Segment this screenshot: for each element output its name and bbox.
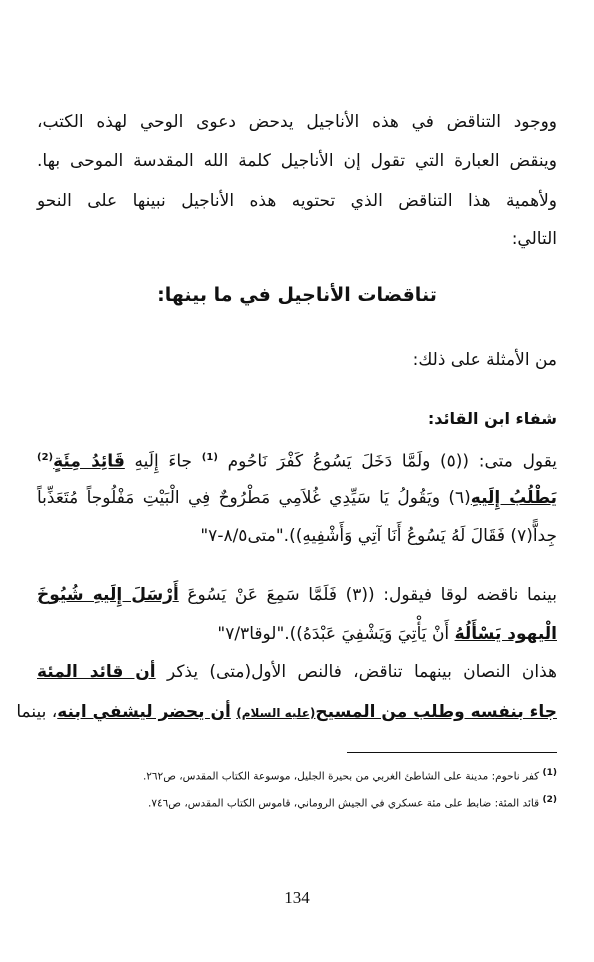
luke-passage-line (37, 622, 557, 646)
matthew-passage-line: جِداًّ(٧) فَقَالَ لَهُ يَسُوعُ أَنَا آتِي وَأَشْفِيهِ))."متى٨/٥-٧" (200, 526, 557, 546)
subsection-title: شفاء ابن القائد: (427, 409, 557, 428)
passage-text: بينما ناقضه لوقا فيقول: ((٣) فَلَمَّا سَمِعَ عَنْ يَسُوعَ (187, 585, 558, 605)
honorific: (عليه السلام) (236, 706, 316, 720)
highlighted-phrase: أن يحضر ليشفي ابنه (57, 702, 231, 722)
footnote-divider (347, 752, 557, 753)
highlighted-phrase: أَرْسَلَ إِلَيهِ شُيُوخَ (37, 585, 179, 605)
paragraph-line: ولأهمية هذا التناقض الذي تحتويه هذه الأناجيل نبينها على النحو (37, 191, 557, 211)
section-title: تناقضات الأناجيل في ما بينها: (157, 284, 437, 306)
highlighted-phrase: قَائِدُ مِئَةٍ (53, 451, 125, 472)
highlighted-phrase: يَطْلُبُ إِلَيهِ (470, 488, 557, 508)
highlighted-phrase: أن قائد المئة (37, 662, 156, 682)
paragraph-line: وينقض العبارة التي تقول إن الأناجيل كلمة الله المقدسة الموحى بها. (37, 151, 557, 171)
luke-passage-line (37, 583, 557, 607)
passage-text: أَنْ يَأْتِيَ وَيَشْفِيَ عَبْدَهُ))."لوقا٧/٣" (217, 624, 450, 644)
paragraph-line: التالي: (511, 229, 557, 249)
passage-text: يقول متى: ((٥) ولَمَّا دَخَلَ يَسُوعُ كَفْرَ نَاحُوم (227, 451, 558, 472)
footnote-2 (37, 792, 557, 812)
examples-intro: من الأمثلة على ذلك: (412, 350, 557, 370)
contradiction-line (16, 700, 557, 725)
contradiction-line (37, 660, 557, 684)
passage-text: جاءَ إِلَيهِ (134, 451, 193, 472)
footnote-ref[interactable]: (2) (37, 452, 54, 463)
footnote-text: قائد المئة: ضابط على مئة عسكري في الجيش الروماني، قاموس الكتاب المقدس، ص٧٤٦. (148, 797, 540, 810)
highlighted-phrase: الْيهود يَسْأَلُهُ (454, 624, 557, 644)
paragraph-text: ، بينما (16, 702, 58, 722)
footnote-ref[interactable]: (1) (201, 452, 218, 463)
paragraph-line: ووجود التناقض في هذه الأناجيل يدحض دعوى الوحي لهذه الكتب، (37, 112, 557, 132)
footnote-number: (2) (542, 795, 557, 805)
passage-text: (٦) ويَقُولُ يَا سَيِّدِي غُلاَمِي مَطْرُوحٌ فِي الْبَيْتِ مَفْلُوجاً مُتَعَذِّباً (37, 488, 471, 508)
footnote-1 (37, 765, 557, 785)
page-number: 134 (284, 888, 310, 907)
highlighted-phrase: جاء بنفسه وطلب من المسيح (315, 702, 557, 722)
matthew-passage-line (37, 486, 557, 510)
footnote-text: كفر ناحوم: مدينة على الشاطئ الغربي من بحيرة الجليل، موسوعة الكتاب المقدس، ص٢٦٢. (142, 770, 540, 783)
paragraph-text: هذان النصان بينهما تناقض، فالنص الأول(متى) يذكر (166, 662, 558, 682)
footnote-number: (1) (542, 768, 557, 778)
matthew-passage-line (37, 446, 557, 474)
